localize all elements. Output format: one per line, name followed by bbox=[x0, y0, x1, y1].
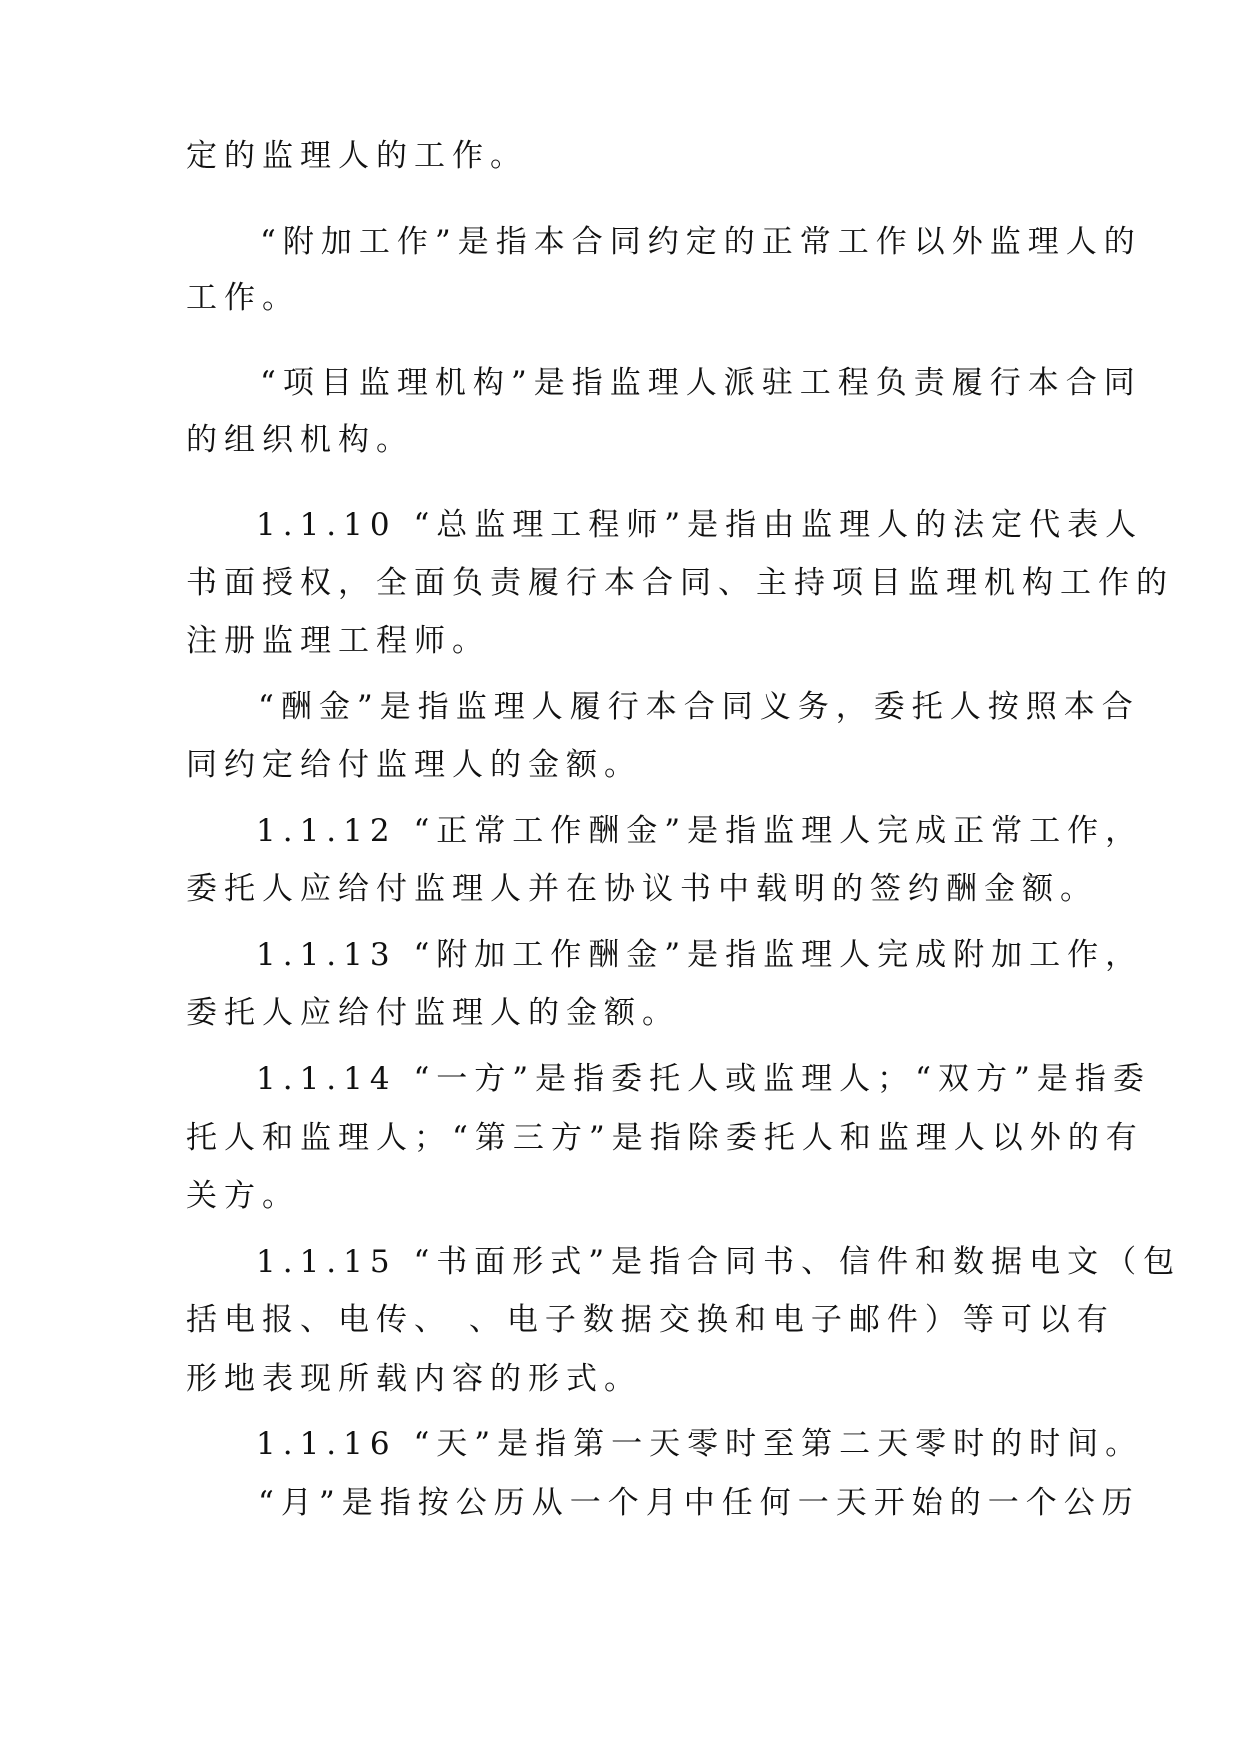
text-line: 1.1.12 “正常工作酬金”是指监理人完成正常工作， bbox=[256, 813, 1144, 849]
text-line: 工作。 bbox=[186, 280, 300, 316]
text-line: “月”是指按公历从一个月中任何一天开始的一个公历 bbox=[258, 1485, 1140, 1521]
text-line: 定的监理人的工作。 bbox=[186, 138, 528, 174]
text-line: 关方。 bbox=[186, 1178, 300, 1214]
text-line: 1.1.16 “天”是指第一天零时至第二天零时的时间。 bbox=[256, 1426, 1144, 1462]
text-line: 1.1.15 “书面形式”是指合同书、信件和数据电文（包 bbox=[256, 1244, 1182, 1280]
text-line: 括电报、电传、 、电子数据交换和电子邮件）等可以有 bbox=[186, 1302, 1115, 1338]
text-line: “酬金”是指监理人履行本合同义务，委托人按照本合 bbox=[258, 689, 1140, 725]
text-line: 的组织机构。 bbox=[186, 422, 414, 458]
text-line: 托人和监理人；“第三方”是指除委托人和监理人以外的有 bbox=[186, 1120, 1144, 1156]
text-line: 1.1.10 “总监理工程师”是指由监理人的法定代表人 bbox=[256, 507, 1144, 543]
text-line: 委托人应给付监理人并在协议书中载明的签约酬金额。 bbox=[186, 871, 1098, 907]
text-line: 委托人应给付监理人的金额。 bbox=[186, 995, 680, 1031]
text-line: 1.1.14 “一方”是指委托人或监理人；“双方”是指委 bbox=[256, 1061, 1151, 1097]
text-line: “附加工作”是指本合同约定的正常工作以外监理人的 bbox=[260, 224, 1142, 260]
text-line: 同约定给付监理人的金额。 bbox=[186, 747, 642, 783]
text-line: “项目监理机构”是指监理人派驻工程负责履行本合同 bbox=[260, 365, 1142, 401]
text-line: 书面授权，全面负责履行本合同、主持项目监理机构工作的 bbox=[186, 565, 1174, 601]
text-line: 1.1.13 “附加工作酬金”是指监理人完成附加工作， bbox=[256, 937, 1144, 973]
text-line: 形地表现所载内容的形式。 bbox=[186, 1361, 642, 1397]
text-line: 注册监理工程师。 bbox=[186, 623, 490, 659]
